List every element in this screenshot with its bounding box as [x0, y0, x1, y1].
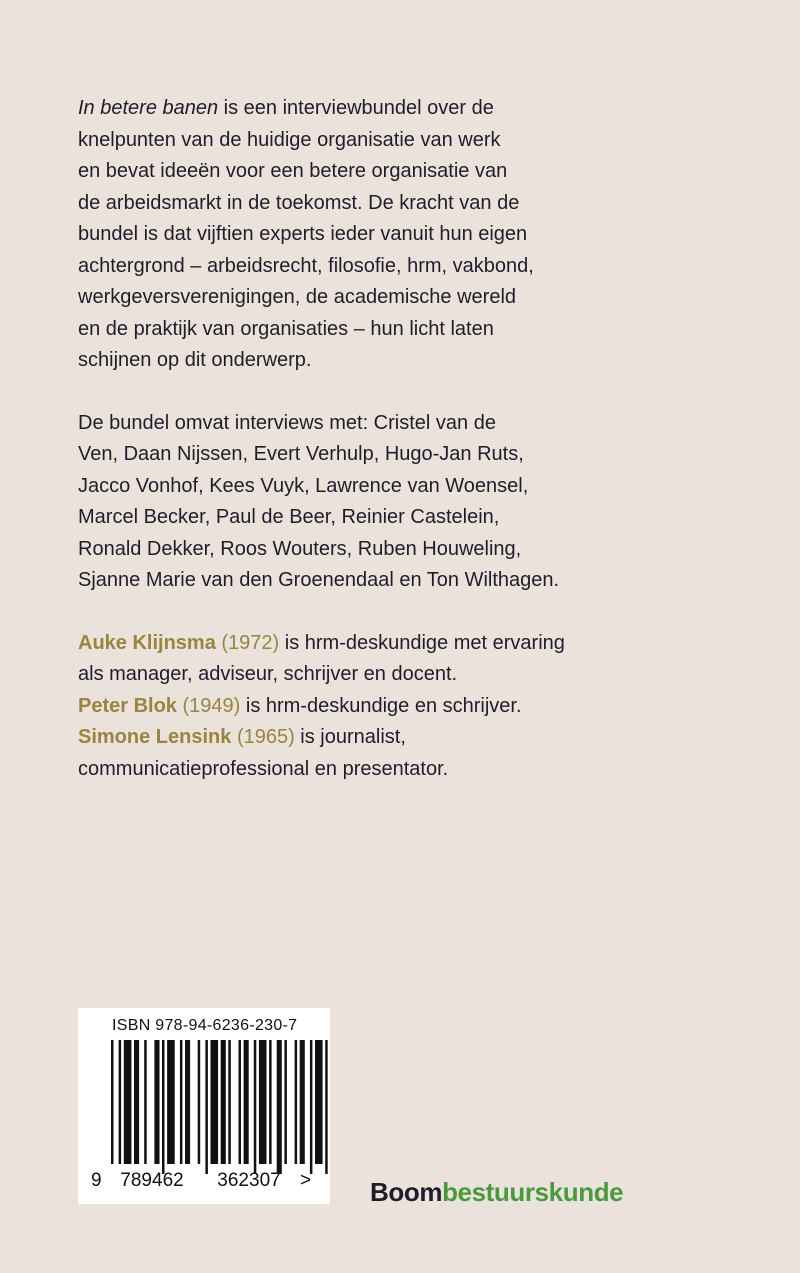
- barcode-bar: [259, 1040, 267, 1164]
- barcode-bar: [269, 1040, 272, 1164]
- isbn-barcode: [78, 1008, 330, 1204]
- intro-line: schijnen op dit onderwerp.: [78, 349, 312, 371]
- barcode-bar: [162, 1040, 165, 1174]
- author-year: (1965): [236, 726, 295, 748]
- intro-line: en de praktijk van organisaties – hun licht laten: [78, 317, 494, 340]
- intro-line: [78, 93, 768, 125]
- interviewees-paragraph: [78, 408, 768, 597]
- author-bio: is hrm-deskundige met ervaring: [279, 631, 565, 654]
- authors-paragraph: [78, 628, 768, 786]
- barcode-bar: [228, 1040, 231, 1164]
- barcode-bar: [315, 1040, 323, 1164]
- barcode-bar: [295, 1040, 298, 1164]
- interviewees-line: Ronald Dekker, Roos Wouters, Ruben Houweling,: [78, 537, 522, 560]
- barcode-bar: [154, 1040, 159, 1164]
- intro-line: en bevat ideeën voor een betere organisatie van: [78, 160, 508, 182]
- barcode-bar: [239, 1040, 242, 1164]
- author-bio-line: communicatieprofessional en presentator.: [78, 757, 449, 780]
- interviewees-line: De bundel omvat interviews met: Cristel van de: [78, 411, 496, 434]
- barcode-digit-first: 9: [91, 1170, 102, 1191]
- author-line: [78, 691, 768, 723]
- barcode-graphic: [78, 1008, 330, 1204]
- barcode-bar: [284, 1040, 287, 1164]
- barcode-arrow: >: [300, 1170, 312, 1191]
- intro-line: de arbeidsmarkt in de toekomst. De kracht van de: [78, 191, 520, 214]
- barcode-bar: [221, 1040, 226, 1164]
- intro-line: achtergrond – arbeidsrecht, filosofie, hrm, vakbond,: [78, 254, 534, 277]
- intro-line-rest: is een interviewbundel over de: [218, 97, 494, 119]
- interviewees-line: Marcel Becker, Paul de Beer, Reinier Castelein,: [78, 506, 500, 528]
- book-title: In betere banen: [78, 97, 219, 119]
- author-line: [78, 722, 768, 754]
- barcode-bar: [134, 1040, 139, 1164]
- author-name: Peter Blok: [78, 694, 177, 717]
- barcode-digits-left: 789462: [120, 1170, 184, 1191]
- author-year: (1972): [221, 631, 280, 654]
- intro-line: knelpunten van de huidige organisatie van werk: [78, 128, 501, 151]
- barcode-bar: [144, 1040, 147, 1164]
- barcode-bar: [205, 1040, 208, 1174]
- barcode-bar: [254, 1040, 256, 1174]
- barcode-bar: [211, 1040, 219, 1164]
- barcode-bar: [244, 1040, 249, 1164]
- publisher-logo: [370, 1177, 623, 1208]
- intro-line: bundel is dat vijftien experts ieder vanuit hun eigen: [78, 223, 528, 245]
- publisher-name-imprint: bestuurskunde: [442, 1177, 624, 1207]
- barcode-bar: [111, 1040, 114, 1164]
- author-line: [78, 628, 768, 660]
- barcode-bar: [119, 1040, 122, 1164]
- barcode-bar: [300, 1040, 305, 1164]
- barcode-bar: [310, 1040, 313, 1174]
- intro-paragraph: [78, 93, 768, 377]
- publisher-name-boom: Boom: [370, 1177, 443, 1207]
- intro-line: werkgeversverenigingen, de academische wereld: [78, 286, 517, 308]
- barcode-bar: [198, 1040, 201, 1164]
- barcode-bar: [167, 1040, 175, 1164]
- barcode-bar: [180, 1040, 183, 1164]
- author-bio: is journalist,: [294, 726, 406, 748]
- interviewees-line: Sjanne Marie van den Groenendaal en Ton Wilthagen.: [78, 569, 560, 591]
- interviewees-line: Ven, Daan Nijssen, Evert Verhulp, Hugo-Jan Ruts,: [78, 443, 524, 465]
- barcode-bar: [185, 1040, 190, 1164]
- barcode-bar: [325, 1040, 328, 1174]
- interviewees-line: Jacco Vonhof, Kees Vuyk, Lawrence van Woensel,: [78, 474, 529, 497]
- author-year: (1949): [182, 694, 241, 717]
- author-name: Auke Klijnsma: [78, 631, 216, 654]
- author-bio: is hrm-deskundige en schrijver.: [240, 694, 522, 717]
- barcode-bar: [277, 1040, 282, 1174]
- barcode-digits-right: 362307: [217, 1170, 281, 1191]
- author-bio-line: als manager, adviseur, schrijver en docent.: [78, 663, 458, 685]
- barcode-bar: [124, 1040, 132, 1164]
- author-name: Simone Lensink: [78, 726, 232, 748]
- blurb: [78, 93, 768, 785]
- isbn-label: ISBN 978-94-6236-230-7: [112, 1017, 298, 1034]
